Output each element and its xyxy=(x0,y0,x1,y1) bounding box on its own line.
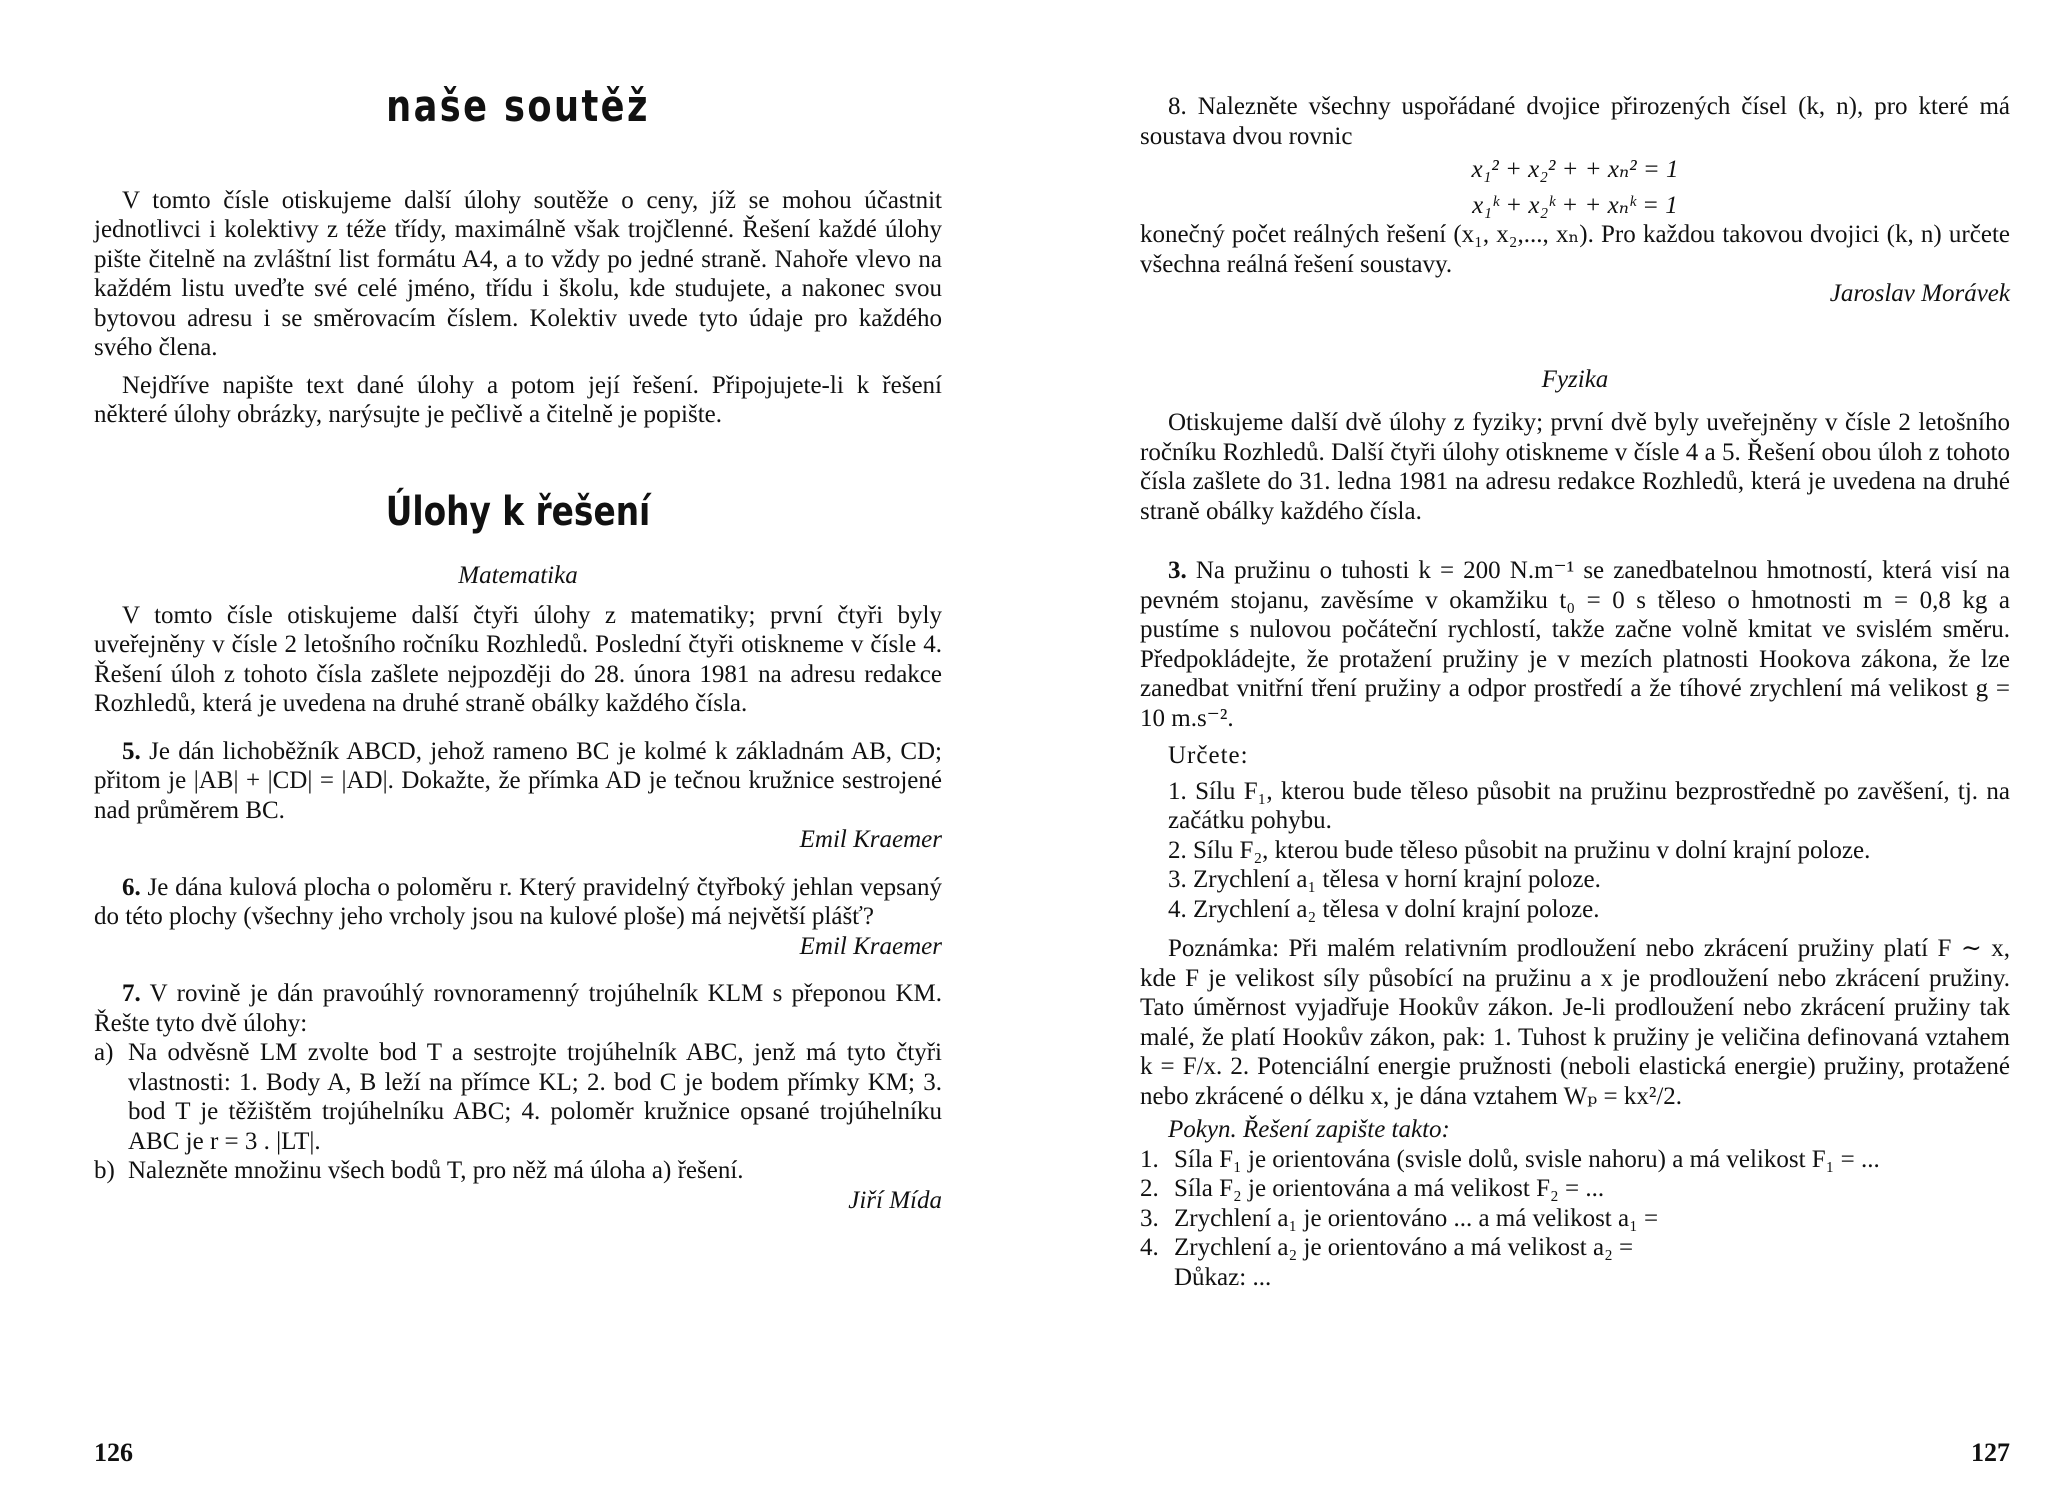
item-label: 3. xyxy=(1140,1204,1159,1232)
answer-line xyxy=(1140,1233,2010,1263)
item-text: Síla F₁ je orientována (svisle dolů, svisle nahoru) a má velikost F₁ = ... xyxy=(1174,1145,1880,1173)
task-author: Emil Kraemer xyxy=(799,826,942,853)
page-number: 127 xyxy=(1971,1438,2010,1467)
task-number: 7. xyxy=(122,980,141,1007)
task-text: Na pružinu o tuhosti k = 200 N.m⁻¹ se zanedbatelnou hmotností, která visí na pevném stojanu, zavěsíme v okamžiku t₀ = 0 s těleso o hmotnosti m = 0,8 kg a pustíme s nulovou počáteční rychlostí, takže začne volně kmitat ve svislém směru. Předpokládejte, že protažení pružiny je v mezích platnosti Hookova zákona, že lze zanedbat vnitřní tření pružiny a odpor prostředí a že tíhové zrychlení má velikost g = 10 m.s⁻². xyxy=(1140,557,2011,732)
item-label: a) xyxy=(94,1039,114,1066)
item-text: Zrychlení a₂ je orientováno a má velikost a₂ = xyxy=(1174,1234,1634,1261)
right-column xyxy=(1140,92,2010,1292)
item-label: b) xyxy=(94,1157,115,1184)
task-author: Jiří Mída xyxy=(848,1186,942,1214)
answer-line xyxy=(1140,1174,2010,1204)
math-intro: V tomto čísle otiskujeme další čtyři úlohy z matematiky; první čtyři byly uveřejněny v čísle 2 letošního ročníku Rozhledů. Poslední čtyři otiskneme v čísle 4. Řešení úloh z tohoto čísla zašlete nejpozději do 28. února 1981 na adresu redakce Rozhledů, která je uvedena na druhé straně obálky každého čísla. xyxy=(94,601,942,717)
item-label: 2. xyxy=(1140,1175,1159,1202)
task-6 xyxy=(94,873,942,932)
task-text: Je dána kulová plocha o poloměru r. Který pravidelný čtyřboký jehlan vepsaný do této plochy (všechny jeho vrcholy jsou na kulové ploše) má největší plášť? xyxy=(94,873,942,930)
task-number: 6. xyxy=(122,873,141,901)
task-author: Emil Kraemer xyxy=(799,932,942,960)
task-text: Je dán lichoběžník ABCD, jehož rameno BC je kolmé k základnám AB, CD; přitom je |AB| + |CD| = |AD|. Dokažte, že přímka AD je tečnou kružnice sestrojené nad průměrem BC. xyxy=(94,737,942,824)
determine-label: Určete: xyxy=(1168,742,1249,769)
task-7 xyxy=(94,979,942,1038)
task-text: Nalezněte všechny uspořádané dvojice přirozených čísel (k, n), pro které má soustava dvou rovnic xyxy=(1140,93,2010,150)
list-item: 2. Sílu F₂, kterou bude těleso působit na pružinu v dolní krajní poloze. xyxy=(1168,836,1871,864)
item-text: Na odvěsně LM zvolte bod T a sestrojte trojúhelník ABC, jenž má tyto čtyři vlastnosti: 1. Body A, B leží na přímce KL; 2. bod C je bodem přímky KM; 3. bod T je těžištěm trojúhelníku ABC; 4. poloměr kružnice opsané trojúhelníku ABC je r = 3 . |LT|. xyxy=(128,1039,942,1155)
task-5 xyxy=(94,737,942,826)
task-number: 5. xyxy=(122,737,141,765)
equation-2: x₁ᵏ + x₂ᵏ + + xₙᵏ = 1 xyxy=(1472,191,1678,219)
task-author: Jaroslav Morávek xyxy=(1829,280,2010,307)
item-text: Síla F₂ je orientována a má velikost F₂ = ... xyxy=(1174,1175,1605,1202)
instruction: Pokyn. Řešení zapište takto: xyxy=(1168,1116,1450,1143)
task-3-list xyxy=(1140,777,2010,925)
note: Poznámka: Při malém relativním prodloužení nebo zkrácení pružiny platí F ∼ x, kde F je velikost síly působící na pružinu a x je prodloužení nebo zkrácení pružiny. Tato úměrnost vyjadřuje Hookův zákon. Je-li prodloužení nebo zkrácení pružiny tak malé, že platí Hookův zákon, pak: 1. Tuhost k pružiny je veličina definovaná vztahem k = F/x. 2. Potenciální energie pružnosti (neboli elastická energie) pružiny, protažené nebo zkrácené o délku x, je dána vztahem Wₚ = kx²/2. xyxy=(1140,935,2010,1110)
list-item: 4. Zrychlení a₂ tělesa v dolní krajní poloze. xyxy=(1168,895,1600,923)
section-name-math: Matematika xyxy=(458,562,578,589)
item-label: 4. xyxy=(1140,1234,1159,1261)
physics-intro: Otiskujeme další dvě úlohy z fyziky; první dvě byly uveřejněny v čísle 2 letošního ročníku Rozhledů. Další čtyři úlohy otiskneme v čísle 4 a 5. Řešení obou úloh z tohoto čísla zašlete do 31. ledna 1981 na adresu redakce Rozhledů, která je uvedena na druhé straně obálky každého čísla. xyxy=(1140,409,2010,525)
task-8-continued: konečný počet reálných řešení (x₁, x₂,..., xₙ). Pro každou takovou dvojici (k, n) určete všechna reálná řešení soustavy. xyxy=(1140,221,2010,278)
intro-paragraph: Nejdříve napište text dané úlohy a potom její řešení. Připojujete-li k řešení některé úlohy obrázky, narýsujte je pečlivě a čitelně je popište. xyxy=(94,371,942,428)
list-item: 3. Zrychlení a₁ tělesa v horní krajní poloze. xyxy=(1168,866,1601,893)
list-item: 1. Sílu F₁, kterou bude těleso působit na pružinu bezprostředně po zavěšení, tj. na začátku pohybu. xyxy=(1168,777,2010,834)
item-label: 1. xyxy=(1140,1145,1159,1173)
task-number: 3. xyxy=(1168,557,1187,584)
section-name-physics: Fyzika xyxy=(1541,365,1609,393)
task-text: V rovině je dán pravoúhlý rovnoramenný trojúhelník KLM s přeponou KM. Řešte tyto dvě úlohy: xyxy=(94,980,942,1037)
left-column xyxy=(94,81,942,1215)
task-3 xyxy=(1140,556,2010,733)
proof-line: Důkaz: ... xyxy=(1174,1263,1272,1291)
task-7-item-b xyxy=(94,1156,942,1186)
right-page xyxy=(1030,0,2060,1500)
task-number: 8. xyxy=(1168,93,1187,120)
task-7-item-a xyxy=(94,1038,942,1156)
answer-line xyxy=(1140,1204,2010,1234)
page-title: naše soutěž xyxy=(386,81,650,132)
task-8 xyxy=(1140,92,2010,151)
section-title: Úlohy k řešení xyxy=(385,488,651,535)
item-text: Zrychlení a₁ je orientováno ... a má velikost a₁ = xyxy=(1174,1204,1659,1232)
intro-paragraph: V tomto čísle otiskujeme další úlohy soutěže o ceny, jíž se mohou účastnit jednotlivci i kolektivy z téže třídy, maximálně však trojčlenné. Řešení každé úlohy pište čitelně na zvláštní list formátu A4, a to vždy po jedné straně. Nahoře vlevo na každém listu uveďte své celé jméno, třídu i školu, kde studujete, a nakonec svou bytovou adresu i se směrovacím číslem. Kolektiv uvede tyto údaje pro každého svého člena. xyxy=(94,186,942,361)
equation-1: x₁² + x₂² + + xₙ² = 1 xyxy=(1471,156,1679,183)
item-text: Nalezněte množinu všech bodů T, pro něž má úloha a) řešení. xyxy=(128,1157,744,1184)
answer-line xyxy=(1140,1145,2010,1175)
page-number: 126 xyxy=(94,1438,133,1467)
